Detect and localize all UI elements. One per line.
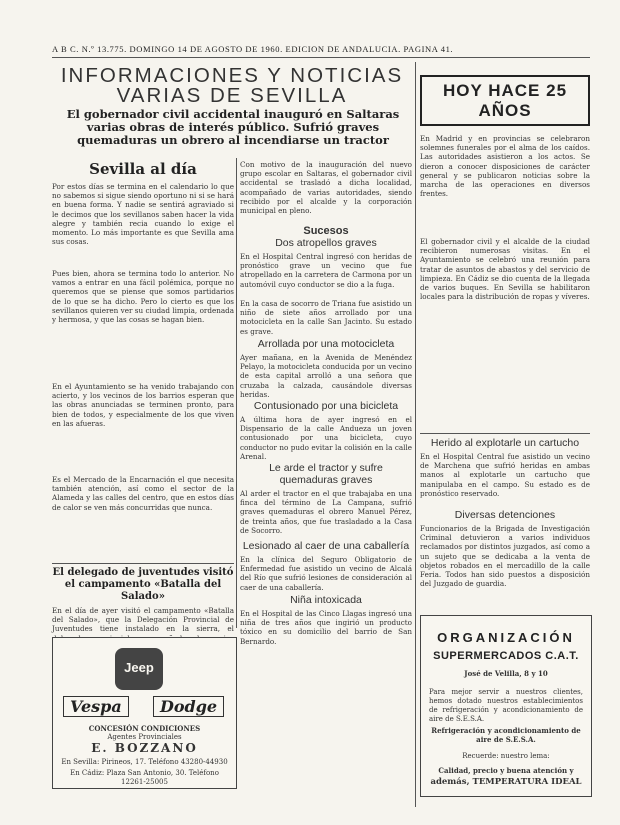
col2-paragraph: En el Hospital de las Cinco Llagas ingresó una niña de tres años que ingirió un producto tóxico en su domicilio del barrio de San Bernardo.: [240, 609, 412, 646]
juventudes-heading: El delegado de juventudes visitó el campamento «Batalla del Salado»: [52, 567, 234, 602]
column-3: [420, 75, 590, 614]
sucesos-heading: Sucesos: [303, 225, 349, 237]
ad2-calidad: Calidad, precio y buena atención y: [438, 766, 574, 775]
column-rule-2: [415, 62, 416, 807]
col2-paragraph: Ayer mañana, en la Avenida de Menéndez Pelayo, la motocicleta conducida por un vecino de esta capital arrolló a una señora que cruzaba la calzada, causándole diversas heridas.: [240, 353, 412, 399]
ad1-agents: Agentes Provinciales: [107, 733, 182, 741]
col1-paragraph: Pues bien, ahora se termina todo lo anterior. No vamos a entrar en una fácil polémica, porque no queremos que se piense que somos partidarios de lo que se ha dicho. Pero lo cierto es que los sevillanos quieren ver su ciudad limpia, ordenada y hermosa, y que las cosas se hagan bien.: [52, 269, 234, 325]
ad1-address-2: En Cádiz: Plaza San Antonio, 30. Teléfono 12261-25005: [70, 769, 219, 786]
ad2-address: José de Velilla, 8 y 10: [464, 669, 548, 678]
col2-paragraph: En la casa de socorro de Triana fue asistido un niño de siete años arrollado por una motocicleta en la calle San Jacinto. Su estado es grave.: [240, 299, 412, 336]
hoy-hace-25-anos-box: HOY HACE 25 AÑOS: [420, 75, 590, 126]
col1-paragraph: Por estos días se termina en el calendario lo que no sabemos si sigue siendo oportuno ni si se hará en buena forma. Y nadie se sentirá agraviado si le decimos que los sevillanos saben hacer la vida alegre y también recia cuando lo exige el momento. Lo más importante es que Sevilla ama sus cosas.: [52, 182, 234, 247]
col1-paragraph: Es el Mercado de la Encarnación el que necesita también atención, así como el sector de la Alameda y las calles del centro, que en estos días de calor se ven más concurridas que nunca.: [52, 475, 234, 512]
ad2-text: Para mejor servir a nuestros clientes, hemos dotado nuestros establecimientos de refrigeración y acondicionamiento de aire de S.E.S.A.: [429, 688, 583, 723]
lead-headline: El gobernador civil accidental inauguró en Saltaras varias obras de interés público. Sufrió graves quemaduras un obrero al incendiarse un tractor: [66, 107, 400, 147]
column-2: [240, 160, 412, 646]
ad1-name: E. BOZZANO: [91, 741, 198, 755]
col1-paragraph: En el Ayuntamiento se ha venido trabajando con acierto, y los vecinos de los barrios esperan que las obras anunciadas se terminen pronto, para bien de todos, y especialmente de los que viven en las afueras.: [52, 382, 234, 428]
col2-paragraph: Al arder el tractor en el que trabajaba en una finca del término de La Campana, sufrió graves quemaduras el obrero Manuel Pérez, de treinta años, que fue trasladado a la Casa de Socorro.: [240, 489, 412, 535]
column-1: [52, 160, 234, 634]
dodge-brand: Dodge: [153, 696, 224, 717]
ad2-recuerde: Recuerde: nuestro lema:: [462, 752, 550, 760]
col3-paragraph: Funcionarios de la Brigada de Investigación Criminal detuvieron a varios individuos reclamados por distintos juzgados, así como a un sujeto que se dedicaba a la venta de objetos robados en el mercadillo de la calle Feria. Todos han sido puestos a disposición del Juzgado de guardia.: [420, 524, 590, 589]
col2-paragraph: En el Hospital Central ingresó con heridas de pronóstico grave un vecino que fue atropellado en la carretera de Carmona por un automóvil cuyo conductor se dio a la fuga.: [240, 252, 412, 289]
col3-paragraph: En Madrid y en provincias se celebraron solemnes funerales por el alma de los caídos. Las autoridades asistieron a los actos. Se dieron a conocer disposiciones de carácter general y se publicaron noticias sobre la marcha de las operaciones en diversos frentes.: [420, 134, 590, 199]
ad2-org: ORGANIZACIÓN: [437, 630, 575, 645]
ad1-address-1: En Sevilla: Pirineos, 17. Teléfono 43280-44930: [61, 758, 228, 766]
ad2-temperatura: además, TEMPERATURA IDEAL: [430, 777, 582, 787]
detenciones-heading: Diversas detenciones: [454, 509, 556, 521]
col2-paragraph: Con motivo de la inauguración del nuevo grupo escolar en Saltaras, el gobernador civil accidental se trasladó a dicha localidad, acompañado de varias autoridades, siendo recibido por el alcalde y la corporación municipal en pleno.: [240, 160, 412, 216]
header-rule: [52, 57, 590, 58]
ad2-name: SUPERMERCADOS C.A.T.: [433, 650, 579, 662]
col2-paragraph: En la clínica del Seguro Obligatorio de Enfermedad fue asistido un vecino de Alcalá del Río que sufrió lesiones de consideración al caer de una caballería.: [240, 555, 412, 592]
herido-heading: Herido al explotarle un cartucho: [430, 437, 580, 449]
arrollada-heading: Arrollada por una motocicleta: [257, 338, 395, 350]
main-title: INFORMACIONES Y NOTICIAS VARIAS DE SEVILLA: [60, 64, 404, 107]
column-rule-1: [236, 158, 237, 628]
sevilla-al-dia-heading: Sevilla al día: [89, 160, 197, 178]
atropellos-heading: Dos atropellos graves: [275, 237, 377, 249]
ad2-refrigeracion: Refrigeración y acondicionamiento de aire de S.E.S.A.: [431, 726, 581, 744]
tractor-heading: Le arde el tractor y sufre quemaduras graves: [269, 462, 383, 486]
lesionado-heading: Lesionado al caer de una caballería: [242, 540, 410, 552]
ad1-conditions: CONCESIÓN CONDICIONES: [88, 724, 201, 733]
contusionado-heading: Contusionado por una bicicleta: [253, 400, 399, 412]
col3-rule: [420, 433, 590, 434]
page-header: A B C. N.º 13.775. DOMINGO 14 DE AGOSTO DE 1960. EDICION DE ANDALUCIA. PAGINA 41.: [52, 44, 454, 54]
nina-heading: Niña intoxicada: [290, 594, 362, 606]
vespa-brand: Vespa: [63, 696, 129, 717]
supermercados-advertisement: [420, 615, 592, 797]
jeep-logo: Jeep: [124, 660, 154, 675]
col3-paragraph: En el Hospital Central fue asistido un vecino de Marchena que sufrió heridas en ambas manos al explotarle un cartucho que manipulaba en el campo. Su estado es de pronóstico reservado.: [420, 452, 590, 498]
col2-paragraph: A última hora de ayer ingresó en el Dispensario de la calle Andueza un joven contusionado por una bicicleta, cuyo conductor no pudo evitar la colisión en la calle Arenal.: [240, 415, 412, 461]
col3-paragraph: El gobernador civil y el alcalde de la ciudad recibieron numerosas visitas. En el Ayuntamiento se celebró una reunión para tratar de asuntos de abastos y del servicio de limpieza. En Cádiz se dio cuenta de la llegada de varios buques. En Sevilla se habilitaron locales para la distribución de ropas y víveres.: [420, 237, 590, 302]
col1-rule: [52, 563, 234, 564]
bozzano-advertisement: [52, 637, 237, 789]
juventudes-paragraph: En el día de ayer visitó el campamento «Batalla del Salado», que la Delegación Provincial de Juventudes tiene instalado en la sierra, el: [52, 606, 234, 634]
